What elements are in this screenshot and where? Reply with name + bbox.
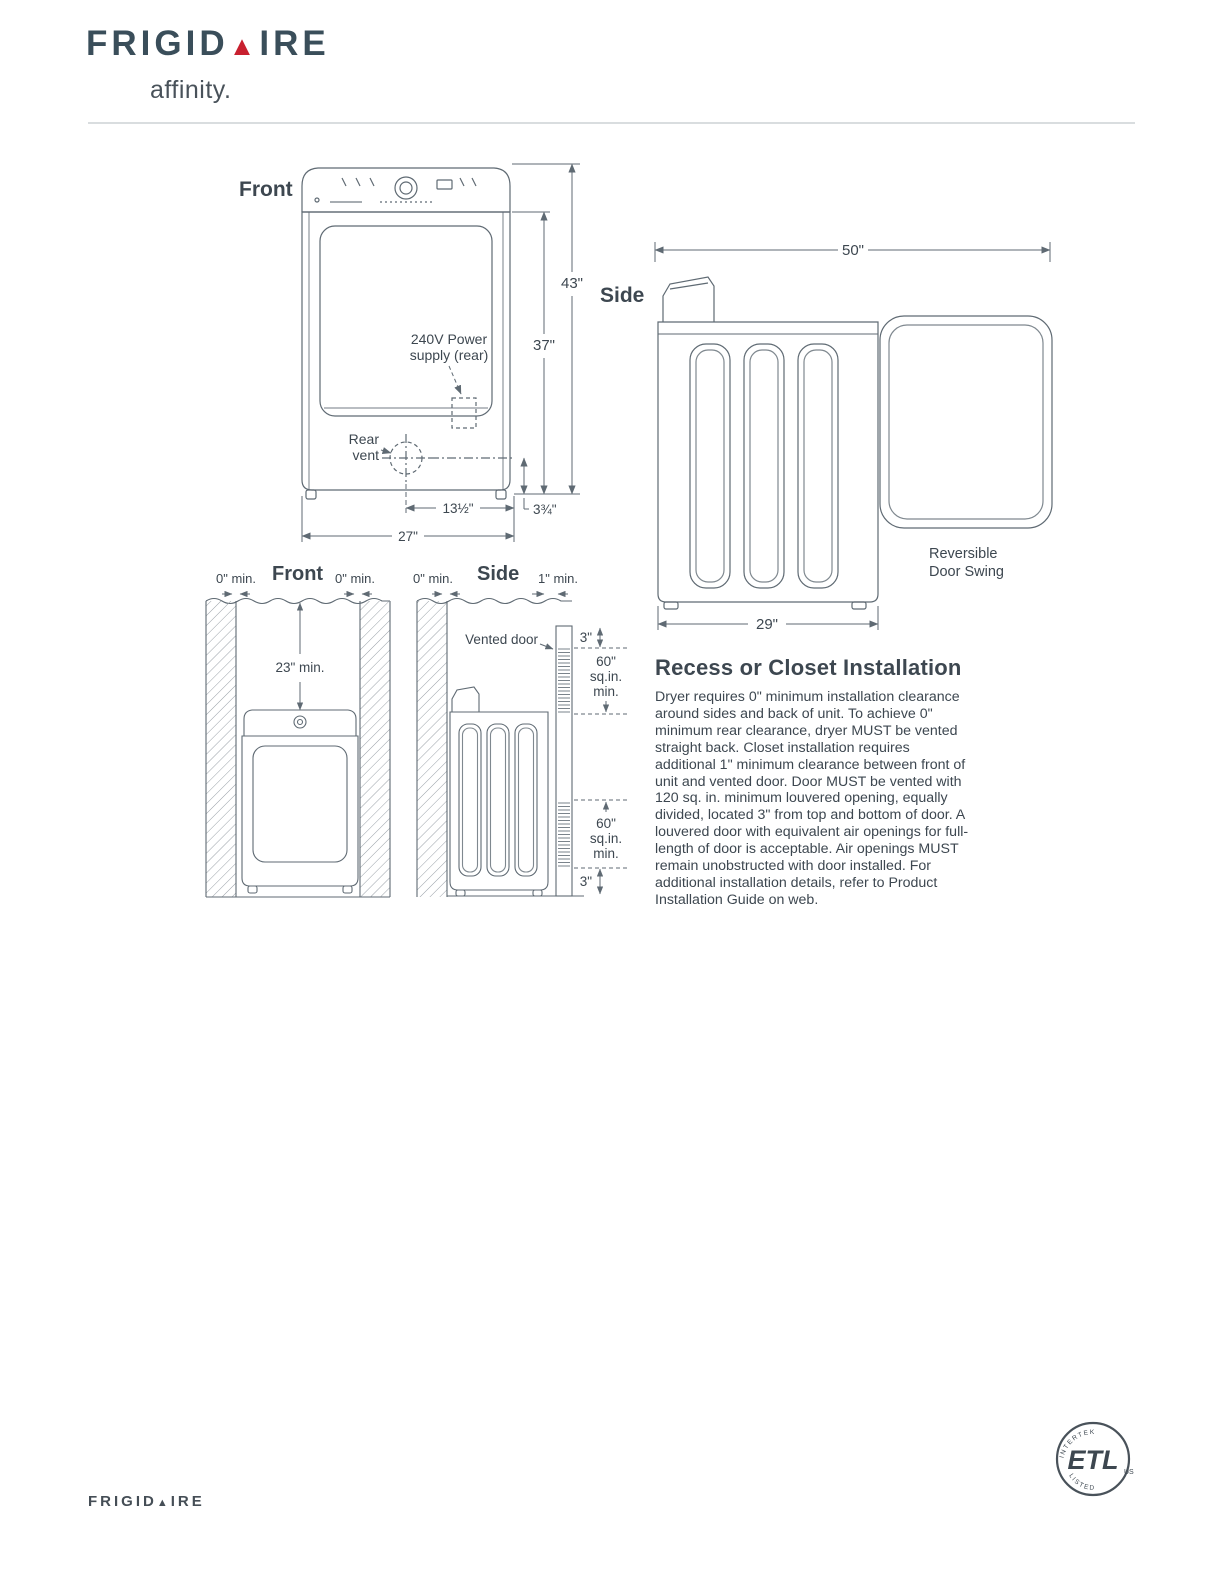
recess-front-top-clearance: 23" min. (275, 660, 325, 675)
rear-vent-label-line2: vent (352, 447, 379, 463)
etl-center-text: ETL (1067, 1445, 1119, 1475)
door-swing-label-line1: Reversible (929, 546, 998, 562)
recess-front-dimension-lines (222, 594, 372, 710)
installation-body: Dryer requires 0" minimum installation clearance around sides and back of unit. To achieve 0" minimum rear clearance, dryer MUST be vented straight back. Closet installation requires additional 1" minimum clearance between front of unit and vented door. Door MUST be vented with 120 sq. in. minimum louvered opening, equally divided, located 3" from top and bottom of door. A louvered door with equivalent air openings for full-length of door is acceptable. Air openings MUST remain unobstructed with door installed. For additional installation details, refer to Product Installation Guide on web. (655, 689, 969, 908)
bottom-gap-dim: 3" (579, 874, 592, 889)
dim-vent-offset-x: 13½" (442, 501, 474, 516)
footer-logo-text-prefix: FRIGID (88, 1493, 157, 1510)
installation-text-block (655, 655, 973, 909)
vent-area-bottom-line1: 60" (596, 816, 616, 831)
recess-side-rear-clearance: 0" min. (413, 571, 454, 586)
power-label-line2: supply (rear) (409, 347, 489, 363)
etl-listed-mark (1052, 1418, 1134, 1500)
etl-top-arc-text: INTERTEK (1058, 1428, 1096, 1459)
dim-depth: 29" (755, 616, 779, 633)
power-label-line1: 240V Power (410, 331, 488, 347)
etl-bottom-arc-text: LISTED (1067, 1472, 1096, 1492)
footer-frigidaire-logo (88, 1493, 205, 1510)
logo-text-prefix: FRIGID (86, 24, 229, 63)
power-supply-location-box (452, 398, 476, 428)
dim-width: 27" (398, 529, 418, 544)
recess-front-title: Front (272, 563, 324, 585)
vent-area-top-line1: 60" (596, 654, 616, 669)
footer-logo-triangle-icon: ▲ (156, 1497, 171, 1509)
vent-area-top-line2: sq.in. (589, 669, 623, 684)
rear-vent-label-line1: Rear (348, 431, 379, 447)
recess-side-diagram (405, 556, 650, 908)
vented-door-drawing (556, 626, 572, 896)
dim-overall-height: 43" (560, 275, 584, 292)
dim-depth-door-open: 50" (841, 242, 865, 259)
recess-front-left-clearance: 0" min. (216, 571, 257, 586)
logo-text-suffix: IRE (259, 24, 330, 63)
recess-front-walls (206, 599, 390, 898)
recess-side-title: Side (477, 563, 520, 585)
header-divider (88, 122, 1135, 124)
door-swing-label-line2: Door Swing (929, 564, 1004, 580)
recess-side-dryer-drawing (450, 687, 548, 896)
top-gap-dim: 3" (579, 630, 592, 645)
vented-door-label: Vented door (465, 632, 538, 647)
etl-us-text: US (1124, 1469, 1134, 1476)
installation-heading: Recess or Closet Installation (655, 655, 962, 680)
open-door-outline (880, 316, 1052, 528)
logo-triangle-icon: ▲ (228, 31, 260, 61)
side-view-title: Side (600, 284, 645, 307)
front-view-diagram (190, 148, 600, 560)
recess-front-right-clearance: 0" min. (335, 571, 376, 586)
dim-body-height: 37" (532, 337, 556, 354)
recess-front-dryer-drawing (242, 710, 358, 893)
side-view-diagram (595, 230, 1075, 650)
vent-area-top-line3: min. (593, 684, 619, 699)
recess-front-diagram (190, 556, 410, 908)
dim-vent-offset-y: 3¾" (533, 502, 557, 517)
recess-side-front-clearance: 1" min. (538, 571, 579, 586)
vent-area-bottom-line2: sq.in. (589, 831, 623, 846)
vent-area-bottom-line3: min. (593, 846, 619, 861)
frigidaire-logo (86, 24, 330, 64)
footer-logo-text-suffix: IRE (170, 1493, 205, 1510)
affinity-wordmark: affinity. (150, 76, 232, 104)
front-view-title: Front (239, 178, 293, 201)
